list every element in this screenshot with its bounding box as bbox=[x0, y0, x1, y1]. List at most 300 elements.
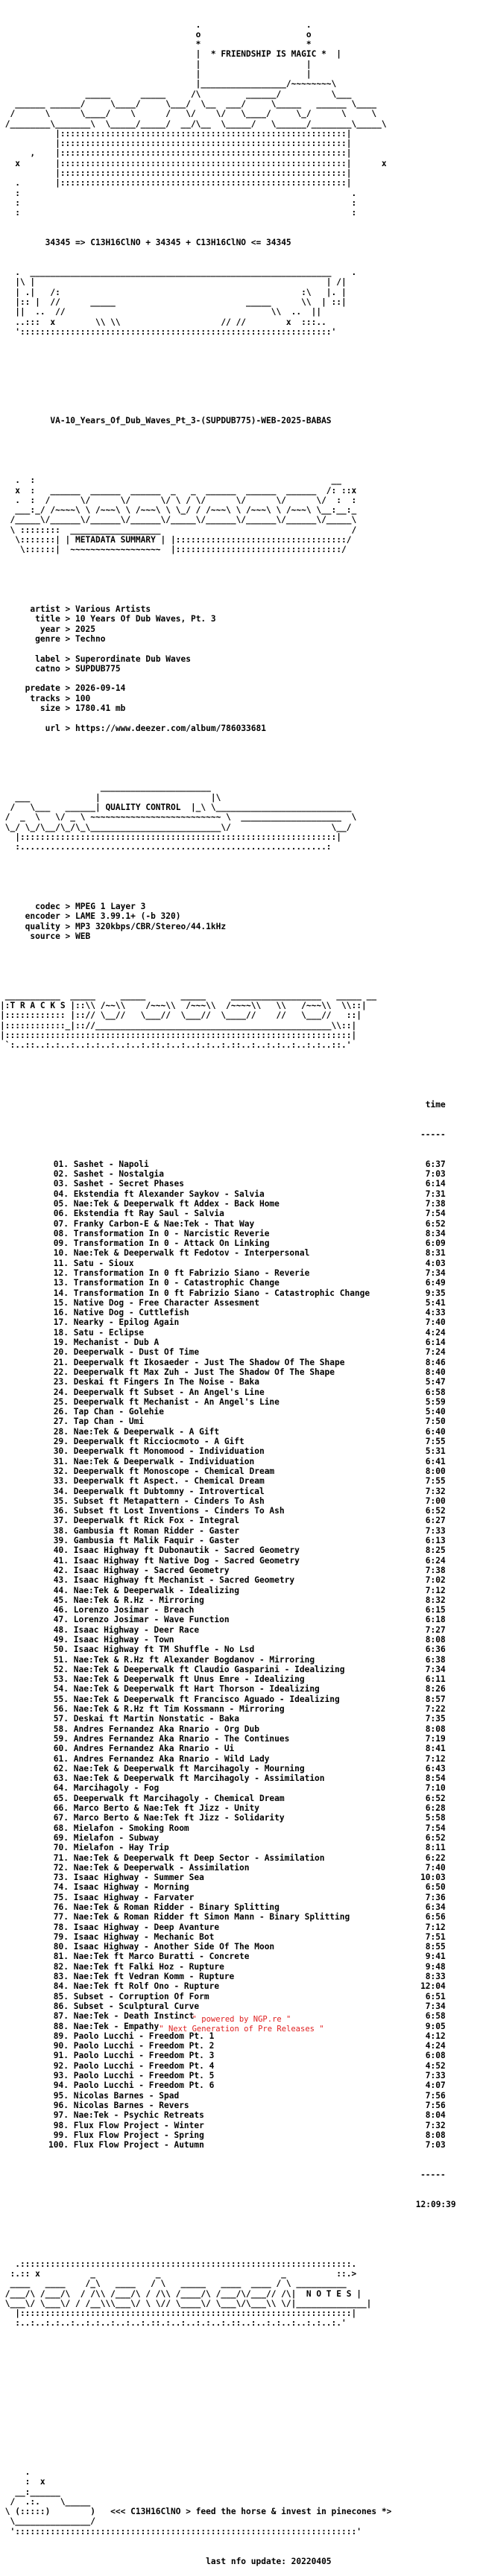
field-label: year > bbox=[0, 624, 76, 634]
track-time: 6:43 bbox=[425, 1763, 446, 1773]
track-time: 7:55 bbox=[425, 1476, 446, 1487]
track-number: 43. bbox=[53, 1575, 69, 1586]
track-time: 7:40 bbox=[425, 1317, 446, 1328]
outro-art-line: . bbox=[0, 2466, 357, 2477]
track-number: 33. bbox=[53, 1476, 69, 1487]
track-number: 39. bbox=[53, 1536, 69, 1546]
track-title: Nicolas Barnes - Revers bbox=[73, 2100, 189, 2110]
art-header-line: : : bbox=[0, 208, 357, 218]
track-time: 7:32 bbox=[425, 1486, 446, 1496]
art-header-line: . . bbox=[0, 19, 312, 30]
art-header-bottom-line: . ____________________________________________________________ . bbox=[0, 268, 357, 278]
track-number: 65. bbox=[53, 1793, 69, 1803]
track-row bbox=[0, 2071, 483, 2080]
track-row bbox=[0, 1209, 483, 1218]
track-title: Nae:Tek & Deeperwalk - A Gift bbox=[73, 1426, 220, 1437]
track-time: 4:52 bbox=[425, 2060, 446, 2071]
tracks-art-line: |:::::::::::::::::::::::::::::::::::::::::::::::::::::::::::::::::::::| bbox=[0, 1030, 357, 1040]
track-number: 68. bbox=[53, 1823, 69, 1833]
track-time: 6:40 bbox=[425, 1426, 446, 1437]
track-row bbox=[0, 2140, 483, 2150]
track-time: 8:34 bbox=[425, 1228, 446, 1238]
track-title: Nae:Tek ft Falki Hoz - Rupture bbox=[73, 1961, 224, 1972]
track-row bbox=[0, 1338, 483, 1347]
field-label: label > bbox=[0, 654, 76, 664]
track-time: 6:50 bbox=[425, 1882, 446, 1893]
track-title: Sashet - Nostalgia bbox=[73, 1169, 164, 1180]
track-time: 7:51 bbox=[425, 1931, 446, 1942]
track-number: 09. bbox=[53, 1238, 69, 1249]
field-value: 1780.41 mb bbox=[75, 703, 126, 714]
track-row bbox=[0, 1843, 483, 1852]
track-number: 50. bbox=[53, 1645, 69, 1655]
art-header-line: |:::::::::::::::::::::::::::::::::::::::::::::::::::::::::| bbox=[0, 139, 352, 149]
art-header-line: | * FRIENDSHIP IS MAGIC * | bbox=[0, 49, 342, 60]
track-number: 40. bbox=[53, 1545, 69, 1556]
track-time: 8:54 bbox=[425, 1773, 446, 1784]
field-value: 2025 bbox=[75, 624, 95, 634]
tracks-art-line: |:T R A C K S |::\\ /~~\\ /~~~\\ /~~~\\ /~~~~\\ \\ /~~~\\ \\::| bbox=[0, 1000, 367, 1010]
art-header-line: / \ \____/ \ / \/ \/ \____/ \_/ \ \ bbox=[0, 109, 377, 119]
track-time: 6:14 bbox=[425, 1338, 446, 1348]
track-number: 96. bbox=[53, 2100, 69, 2110]
track-title: Marco Berto & Nae:Tek ft Jizz - Solidarity bbox=[73, 1813, 285, 1823]
track-row bbox=[0, 1347, 483, 1357]
art-header-line: |:::::::::::::::::::::::::::::::::::::::::::::::::::::::::| bbox=[0, 168, 352, 179]
track-row bbox=[0, 1972, 483, 1981]
track-time: 7:55 bbox=[425, 1437, 446, 1447]
track-title: Nae:Tek & Roman Ridder - Binary Splitting bbox=[73, 1902, 280, 1912]
track-title: Nae:Tek & Deeperwalk ft Marcihagoly - Assimilation bbox=[73, 1773, 325, 1784]
art-header-line: x |:::::::::::::::::::::::::::::::::::::::::::::::::::::::::| x bbox=[0, 158, 387, 168]
track-title: Paolo Lucchi - Freedom Pt. 1 bbox=[73, 2031, 215, 2041]
track-title: Nicolas Barnes - Spad bbox=[73, 2090, 180, 2101]
track-number: 27. bbox=[53, 1417, 69, 1427]
field-value: Various Artists bbox=[75, 604, 151, 615]
art-header-line: : . bbox=[0, 188, 357, 198]
track-title: Mechanist - Dub A bbox=[73, 1338, 160, 1348]
track-row bbox=[0, 1912, 483, 1922]
track-number: 30. bbox=[53, 1446, 69, 1457]
track-title: Andres Fernandez Aka Rnario - The Continues bbox=[73, 1733, 290, 1744]
track-title: Deeperwalk ft Max Zuh - Just The Shadow Of The Shape bbox=[73, 1367, 335, 1377]
track-time: 6:22 bbox=[425, 1852, 446, 1863]
track-title: Paolo Lucchi - Freedom Pt. 3 bbox=[73, 2051, 215, 2061]
track-title: Isaac Highway - Farvater bbox=[73, 1892, 195, 1902]
track-title: Deeperwalk ft Marcihagoly - Chemical Dream bbox=[73, 1793, 285, 1803]
track-row bbox=[0, 1902, 483, 1912]
track-row bbox=[0, 1417, 483, 1426]
track-row bbox=[0, 1595, 483, 1605]
track-title: Sashet - Napoli bbox=[73, 1159, 149, 1169]
track-number: 95. bbox=[53, 2090, 69, 2101]
track-row bbox=[0, 2080, 483, 2090]
track-title: Isaac Highway ft Dubonautik - Sacred Geometry bbox=[73, 1545, 300, 1556]
track-time: 8:25 bbox=[425, 1545, 446, 1556]
field-label: tracks > bbox=[0, 693, 76, 703]
track-title: Gambusia ft Malik Faquir - Gaster bbox=[73, 1536, 240, 1546]
field-codec bbox=[0, 902, 483, 911]
track-row bbox=[0, 2001, 483, 2011]
track-time: 7:22 bbox=[425, 1704, 446, 1715]
track-title: Deeperwalk - Dust Of Time bbox=[73, 1347, 200, 1358]
track-title: Isaac Highway ft TM Shuffle - No Lsd bbox=[73, 1645, 255, 1655]
track-title: Nae:Tek & Deeperwalk ft Marcihagoly - Mourning bbox=[73, 1763, 305, 1773]
notes-art-line: :.:: x _ _ _ ::.> bbox=[0, 2268, 357, 2279]
track-row bbox=[0, 1487, 483, 1496]
track-row bbox=[0, 1358, 483, 1367]
field-label: source > bbox=[0, 931, 76, 941]
track-title: Flux Flow Project - Autumn bbox=[73, 2140, 204, 2151]
track-number: 35. bbox=[53, 1496, 69, 1506]
track-title: Isaac Highway - Another Side Of The Moon bbox=[73, 1942, 275, 1952]
last-update: last nfo update: 20220405 bbox=[206, 2556, 332, 2566]
field-value: 2026-09-14 bbox=[75, 683, 126, 694]
track-number: 98. bbox=[53, 2120, 69, 2130]
track-time: 6:38 bbox=[425, 1654, 446, 1665]
track-time: 6:51 bbox=[425, 1991, 446, 2001]
track-title: Transformation In 0 - Narcistic Reverie bbox=[73, 1228, 270, 1238]
footer-powered-by: " powered by NGP.re " bbox=[192, 2015, 291, 2024]
track-time: 6:37 bbox=[425, 1159, 446, 1169]
track-number: 76. bbox=[53, 1902, 69, 1912]
track-time: 6:52 bbox=[425, 1793, 446, 1803]
art-header-bottom-line: '::::::::::::::::::::::::::::::::::::::::::::::::::::::::::::::' bbox=[0, 326, 337, 337]
track-time: 8:40 bbox=[425, 1367, 446, 1377]
track-title: Subset ft Metapattern - Cinders To Ash bbox=[73, 1496, 265, 1506]
track-row bbox=[0, 1298, 483, 1308]
track-time: 8:33 bbox=[425, 1972, 446, 1982]
track-row bbox=[0, 2110, 483, 2120]
track-title: Native Dog - Free Character Assesment bbox=[73, 1297, 259, 1308]
field-quality bbox=[0, 922, 483, 931]
track-row bbox=[0, 1783, 483, 1793]
track-number: 36. bbox=[53, 1506, 69, 1516]
track-number: 55. bbox=[53, 1694, 69, 1704]
track-time: 7:38 bbox=[425, 1565, 446, 1575]
footer bbox=[0, 2015, 483, 2034]
track-row bbox=[0, 1566, 483, 1575]
track-time: 8:04 bbox=[425, 2110, 446, 2121]
track-row bbox=[0, 1427, 483, 1437]
art-header-line: | | bbox=[0, 69, 312, 80]
field-label: predate > bbox=[0, 683, 76, 694]
track-number: 57. bbox=[53, 1714, 69, 1724]
track-time: 7:34 bbox=[425, 1268, 446, 1278]
track-title: Marco Berto & Nae:Tek ft Jizz - Unity bbox=[73, 1803, 259, 1814]
track-time: 6:11 bbox=[425, 1674, 446, 1685]
track-time: 7:36 bbox=[425, 1892, 446, 1902]
track-title: Deeperwalk ft Ikosaeder - Just The Shadow Of The Shape bbox=[73, 1357, 345, 1367]
track-title: Nae:Tek ft Vedran Komm - Rupture bbox=[73, 1972, 235, 1982]
track-row bbox=[0, 2091, 483, 2101]
quality-art-line: ___ | |\ bbox=[0, 792, 221, 803]
track-number: 37. bbox=[53, 1516, 69, 1526]
notes-art-line: :..:..:.:..:..:.:..:..:..:.::.:..:..:.:..:.::..:..:.:..:..:.:..:.' bbox=[0, 2318, 347, 2329]
track-row bbox=[0, 1248, 483, 1258]
track-number: 31. bbox=[53, 1456, 69, 1466]
track-row bbox=[0, 1199, 483, 1209]
track-number: 70. bbox=[53, 1843, 69, 1853]
track-time: 9:35 bbox=[425, 1288, 446, 1298]
track-row bbox=[0, 1466, 483, 1476]
track-row bbox=[0, 1625, 483, 1635]
track-number: 03. bbox=[53, 1179, 69, 1189]
art-header-bottom-line: |\ | | /| bbox=[0, 277, 347, 288]
track-title: Tap Chan - Golehie bbox=[73, 1407, 164, 1417]
art-header-line: |_________________/~~~~~~~~\ bbox=[0, 79, 337, 89]
track-number: 54. bbox=[53, 1684, 69, 1694]
chemical-banner: 34345 => C13H16ClNO + 34345 + C13H16ClNO <= 34345 bbox=[45, 238, 291, 248]
track-row bbox=[0, 1536, 483, 1545]
field-source bbox=[0, 931, 483, 941]
track-time: 6:08 bbox=[425, 2051, 446, 2061]
track-number: 73. bbox=[53, 1873, 69, 1883]
track-time: 6:13 bbox=[425, 1536, 446, 1546]
tracks-art-line: ___________ _____ _____ _____ __________________ _____ __ bbox=[0, 990, 377, 1001]
track-row bbox=[0, 1665, 483, 1674]
field-label: quality > bbox=[0, 921, 76, 931]
track-number: 86. bbox=[53, 2001, 69, 2011]
track-title: Nae:Tek & Deeperwalk ft Hart Thorson - Idealizing bbox=[73, 1684, 320, 1694]
track-title: Paolo Lucchi - Freedom Pt. 4 bbox=[73, 2060, 215, 2071]
art-header-line: /________\_______\ \_____/_____/ __/\__ \_____/ \______/________\_____\ bbox=[0, 118, 387, 129]
track-title: Deeperwalk ft Rick Fox - Integral bbox=[73, 1516, 240, 1526]
track-time: 7:33 bbox=[425, 1525, 446, 1536]
track-title: Nae:Tek & Deeperwalk - Assimilation bbox=[73, 1862, 250, 1873]
time-header-line bbox=[0, 1100, 483, 1110]
track-title: Satu - Sioux bbox=[73, 1258, 134, 1268]
last-update-line bbox=[0, 2557, 483, 2566]
track-row bbox=[0, 1635, 483, 1645]
track-number: 79. bbox=[53, 1931, 69, 1942]
metadata-art-line: x : ______ ______ ______ _ _ ______ ______ ______ /: ::x bbox=[0, 485, 357, 496]
track-time: 6:56 bbox=[425, 1912, 446, 1922]
track-title: Transformation In 0 - Catastrophic Change bbox=[73, 1278, 280, 1288]
quality-art-line: ______________________ bbox=[0, 782, 211, 793]
track-title: Nae:Tek & R.Hz ft Tim Kossmann - Mirroring bbox=[73, 1704, 285, 1715]
track-time: 7:34 bbox=[425, 1664, 446, 1674]
field-value: Superordinate Dub Waves bbox=[75, 654, 191, 664]
track-row bbox=[0, 1476, 483, 1486]
track-row bbox=[0, 1952, 483, 1961]
notes-art-line: /___/\ /___/\ / /\\ /___/\ / /\\ /____/\ /___/\/___// /\| N O T E S | bbox=[0, 2288, 362, 2299]
outro-art-line: \ (:::::) ) <<< C13H16ClNO > feed the horse & invest in pinecones *> bbox=[0, 2507, 392, 2517]
track-time: 6:28 bbox=[425, 1803, 446, 1814]
quality-art-line: / \___ ______| QUALITY CONTROL |_\ \___________________________ bbox=[0, 803, 352, 813]
track-number: 46. bbox=[53, 1605, 69, 1615]
track-title: Native Dog - Cuttlefish bbox=[73, 1308, 189, 1318]
total-line bbox=[0, 2200, 483, 2209]
track-number: 04. bbox=[53, 1189, 69, 1199]
track-title: Nae:Tek & Deeperwalk - Individuation bbox=[73, 1456, 255, 1466]
track-row bbox=[0, 1833, 483, 1843]
track-time: 6:18 bbox=[425, 1615, 446, 1625]
track-row bbox=[0, 1615, 483, 1624]
track-title: Nearky - Epilog Again bbox=[73, 1317, 180, 1328]
track-row bbox=[0, 1189, 483, 1199]
track-title: Mielafon - Subway bbox=[73, 1832, 160, 1843]
track-title: Subset - Sculptural Curve bbox=[73, 2001, 200, 2011]
release-name: VA-10_Years_Of_Dub_Waves_Pt_3-(SUPDUB775)-WEB-2025-BABAS bbox=[50, 416, 332, 426]
track-title: Transformation In 0 - Attack On Linking bbox=[73, 1238, 270, 1249]
track-number: 100. bbox=[48, 2140, 69, 2151]
total-rule: ----- bbox=[420, 2170, 446, 2180]
track-number: 19. bbox=[53, 1338, 69, 1348]
track-row bbox=[0, 1922, 483, 1932]
release-name-line bbox=[0, 416, 483, 425]
track-time: 6:15 bbox=[425, 1605, 446, 1615]
art-header-line: . |:::::::::::::::::::::::::::::::::::::::::::::::::::::::::| bbox=[0, 178, 352, 189]
track-row bbox=[0, 1942, 483, 1952]
track-number: 53. bbox=[53, 1674, 69, 1685]
track-row bbox=[0, 1457, 483, 1466]
track-number: 72. bbox=[53, 1862, 69, 1873]
track-time: 6:52 bbox=[425, 1218, 446, 1229]
track-row bbox=[0, 1813, 483, 1823]
track-title: Deskai ft Martin Nonstatic - Baka bbox=[73, 1714, 240, 1724]
art-header-line: , |:::::::::::::::::::::::::::::::::::::::::::::::::::::::::| bbox=[0, 148, 352, 159]
track-number: 62. bbox=[53, 1763, 69, 1773]
metadata-art-line: \::::::| ~~~~~~~~~~~~~~~~~~ |:::::::::::::::::::::::::::::::::/ bbox=[0, 545, 347, 555]
track-title: Isaac Highway - Summer Sea bbox=[73, 1873, 204, 1883]
track-number: 58. bbox=[53, 1724, 69, 1734]
field-value: https://www.deezer.com/album/786033681 bbox=[75, 723, 266, 733]
track-time: 7:31 bbox=[425, 1189, 446, 1199]
track-title: Deskai ft Fingers In The Noise - Baka bbox=[73, 1377, 259, 1387]
quality-art-line: \_/ \_/\__/\_/\_\__________________________\/ \__/ bbox=[0, 822, 352, 832]
track-title: Nae:Tek & Deeperwalk ft Deep Sector - Assimilation bbox=[73, 1852, 325, 1863]
art-header-line: | | bbox=[0, 59, 312, 69]
tracks-art-line: |:::::::::::: |::// \__// \___// \___// \____// // \___// ::| bbox=[0, 1010, 362, 1021]
track-number: 52. bbox=[53, 1664, 69, 1674]
track-time: 7:10 bbox=[425, 1783, 446, 1794]
track-number: 88. bbox=[53, 2021, 69, 2031]
track-time: 7:35 bbox=[425, 1714, 446, 1724]
art-header-line: : : bbox=[0, 197, 357, 208]
track-row bbox=[0, 1674, 483, 1684]
track-time: 7:27 bbox=[425, 1624, 446, 1635]
track-row bbox=[0, 1268, 483, 1278]
track-row bbox=[0, 1288, 483, 1298]
field-encoder bbox=[0, 911, 483, 921]
metadata-art-line: \:::::::| | METADATA SUMMARY | |::::::::::::::::::::::::::::::::::/ bbox=[0, 535, 352, 545]
track-number: 59. bbox=[53, 1733, 69, 1744]
track-time: 7:54 bbox=[425, 1823, 446, 1833]
track-number: 01. bbox=[53, 1159, 69, 1169]
track-title: Isaac Highway ft Mechanist - Sacred Geometry bbox=[73, 1575, 295, 1586]
art-header-line: |:::::::::::::::::::::::::::::::::::::::::::::::::::::::::| bbox=[0, 128, 352, 139]
track-row bbox=[0, 1823, 483, 1833]
track-time: 10:03 bbox=[420, 1873, 446, 1883]
outro-art-line: / .:. \_____ bbox=[0, 2496, 357, 2507]
field-size bbox=[0, 703, 483, 713]
art-header-bottom-line: | .| /: :\ |. | bbox=[0, 287, 347, 297]
track-row bbox=[0, 1794, 483, 1803]
track-title: Nae:Tek & Deeperwalk ft Unus Emre - Idealizing bbox=[73, 1674, 305, 1685]
track-title: Deeperwalk ft Mechanist - An Angel's Line bbox=[73, 1396, 280, 1407]
track-time: 7:40 bbox=[425, 1862, 446, 1873]
track-time: 7:02 bbox=[425, 1575, 446, 1586]
art-header-line: o o bbox=[0, 29, 312, 39]
track-number: 71. bbox=[53, 1852, 69, 1863]
track-number: 77. bbox=[53, 1912, 69, 1922]
track-number: 84. bbox=[53, 1981, 69, 1992]
track-number: 23. bbox=[53, 1377, 69, 1387]
field-value: 100 bbox=[75, 693, 91, 703]
footer-tagline: " Next Generation of Pre Releases " bbox=[159, 2025, 324, 2034]
track-row bbox=[0, 1506, 483, 1516]
field-value: WEB bbox=[75, 931, 91, 941]
track-time: 4:24 bbox=[425, 1327, 446, 1338]
track-title: Isaac Highway - Morning bbox=[73, 1882, 189, 1893]
track-title: Flux Flow Project - Spring bbox=[73, 2130, 204, 2140]
field-title bbox=[0, 614, 483, 624]
field-url bbox=[0, 724, 483, 733]
track-number: 47. bbox=[53, 1615, 69, 1625]
field-artist bbox=[0, 604, 483, 614]
track-row bbox=[0, 1873, 483, 1882]
track-row bbox=[0, 1516, 483, 1525]
field-value: LAME 3.99.1+ (-b 320) bbox=[75, 911, 181, 922]
track-number: 26. bbox=[53, 1407, 69, 1417]
track-time: 6:52 bbox=[425, 1506, 446, 1516]
art-header-line: ______ ______/ \____/ \___/ \__ ___/ \_____ ______ \____ bbox=[0, 98, 377, 109]
art-header-bottom-line: || .. // \\ .. || bbox=[0, 307, 322, 317]
track-time: 8:26 bbox=[425, 1684, 446, 1694]
track-row bbox=[0, 1694, 483, 1704]
track-title: Mielafon - Hay Trip bbox=[73, 1843, 169, 1853]
track-row bbox=[0, 1446, 483, 1456]
quality-art-line: / _ \ \/ _ \ ~~~~~~~~~~~~~~~~~~~~~~~~~~ \ ____________________ \ bbox=[0, 812, 357, 823]
track-time: 7:56 bbox=[425, 2090, 446, 2101]
track-row bbox=[0, 1981, 483, 1991]
track-title: Paolo Lucchi - Freedom Pt. 5 bbox=[73, 2071, 215, 2081]
track-time: 8:41 bbox=[425, 1744, 446, 1754]
track-title: Nae:Tek & Deeperwalk ft Addex - Back Home bbox=[73, 1198, 280, 1209]
track-time: 7:38 bbox=[425, 1198, 446, 1209]
track-title: Paolo Lucchi - Freedom Pt. 6 bbox=[73, 2080, 215, 2091]
track-number: 82. bbox=[53, 1961, 69, 1972]
track-row bbox=[0, 1932, 483, 1942]
art-header-line: * * bbox=[0, 39, 312, 50]
field-catno bbox=[0, 664, 483, 674]
track-number: 11. bbox=[53, 1258, 69, 1268]
track-title: Isaac Highway - Town bbox=[73, 1634, 174, 1645]
track-number: 97. bbox=[53, 2110, 69, 2121]
track-row bbox=[0, 1684, 483, 1694]
track-number: 66. bbox=[53, 1803, 69, 1814]
notes-art-line: |::::::::::::::::::::::::::::::::::::::::::::::::::::::::::::::::::| bbox=[0, 2308, 357, 2319]
track-row bbox=[0, 1377, 483, 1387]
field-value: SUPDUB775 bbox=[75, 663, 121, 674]
track-number: 34. bbox=[53, 1486, 69, 1496]
track-number: 21. bbox=[53, 1357, 69, 1367]
track-row bbox=[0, 1704, 483, 1714]
track-number: 12. bbox=[53, 1268, 69, 1278]
track-number: 63. bbox=[53, 1773, 69, 1784]
track-time: 7:33 bbox=[425, 2071, 446, 2081]
track-number: 42. bbox=[53, 1565, 69, 1575]
track-number: 89. bbox=[53, 2031, 69, 2041]
track-row bbox=[0, 1308, 483, 1317]
track-number: 22. bbox=[53, 1367, 69, 1377]
track-time: 7:54 bbox=[425, 1209, 446, 1219]
track-number: 80. bbox=[53, 1942, 69, 1952]
track-time: 6:58 bbox=[425, 2011, 446, 2022]
metadata-art-line: /_____\/______\/______\/______\/_____\/______\/______\/______\/_____\ bbox=[0, 515, 357, 525]
track-title: Nae:Tek - Death Instinct bbox=[73, 2011, 195, 2022]
